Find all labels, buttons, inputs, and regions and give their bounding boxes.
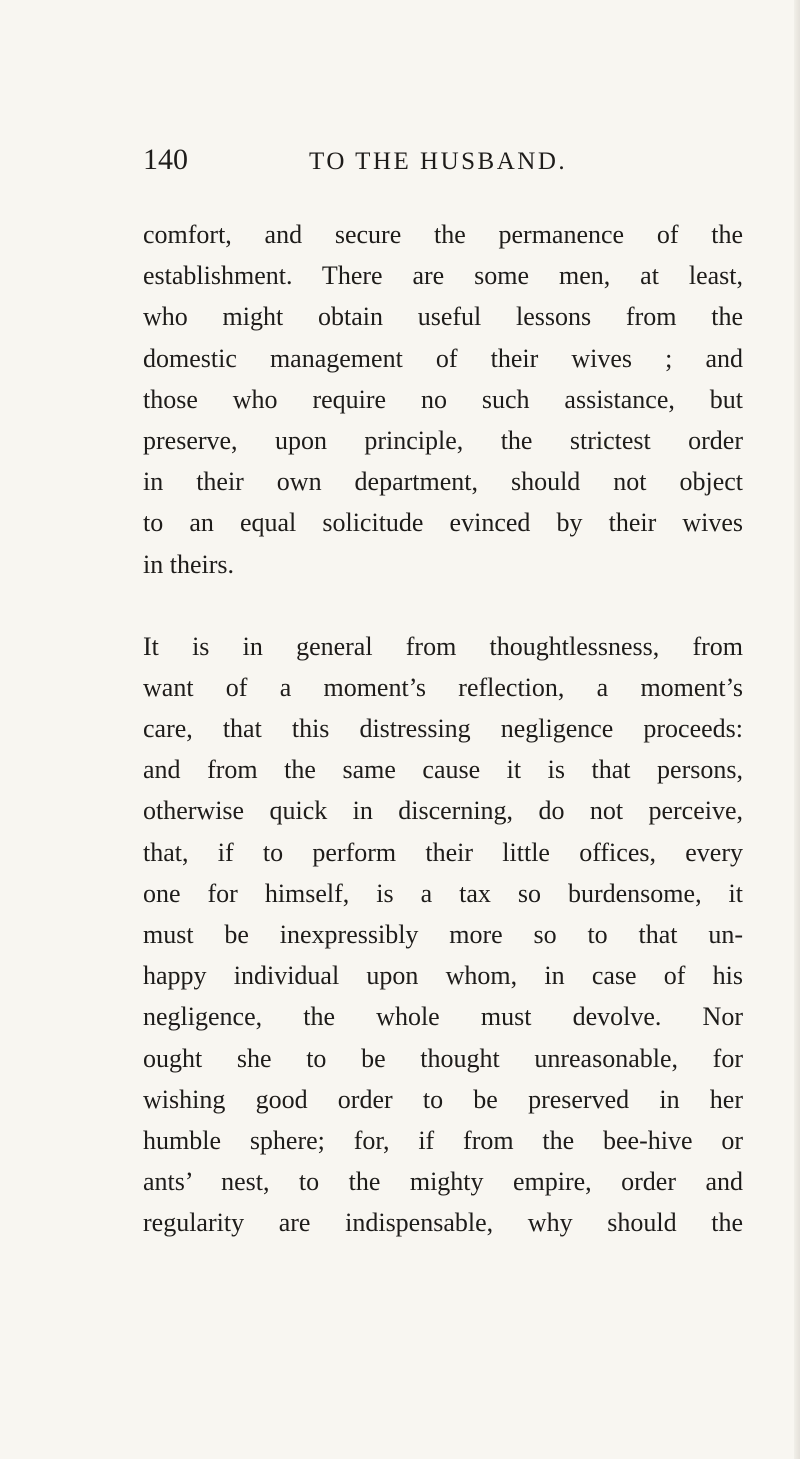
text-line: want of a moment’s reflection, a moment’s <box>143 672 743 702</box>
text-line: to an equal solicitude evinced by their wives <box>143 508 743 538</box>
text-line: who might obtain useful lessons from the <box>143 302 743 332</box>
text-line: preserve, upon principle, the strictest order <box>143 425 743 455</box>
text-line: one for himself, is a tax so burdensome, it <box>143 878 743 908</box>
text-line: ants’ nest, to the mighty empire, order and <box>143 1167 743 1197</box>
text-line: ought she to be thought unreasonable, for <box>143 1043 743 1073</box>
text-line: and from the same cause it is that persons, <box>143 755 743 785</box>
body-text <box>143 214 743 1244</box>
paragraph-2 <box>143 626 743 1244</box>
text-line: care, that this distressing negligence proceeds: <box>143 714 743 744</box>
page-header <box>143 140 743 180</box>
text-line: in their own department, should not object <box>143 467 743 497</box>
text-line: regularity are indispensable, why should the <box>143 1208 743 1238</box>
text-line: negligence, the whole must devolve. Nor <box>143 1002 743 1032</box>
text-line: otherwise quick in discerning, do not perceive, <box>143 796 743 826</box>
text-line: domestic management of their wives ; and <box>143 343 743 373</box>
page-number: 140 <box>143 143 188 176</box>
text-line: It is in general from thoughtlessness, from <box>143 631 743 661</box>
text-line: wishing good order to be preserved in her <box>143 1084 743 1114</box>
page-edge <box>794 0 800 1459</box>
text-line: establishment. There are some men, at least, <box>143 261 743 291</box>
text-line: humble sphere; for, if from the bee-hive or <box>143 1125 743 1155</box>
paragraph-1 <box>143 214 743 585</box>
running-head: TO THE HUSBAND. <box>309 148 568 175</box>
text-line: those who require no such assistance, but <box>143 384 743 414</box>
text-line: that, if to perform their little offices, every <box>143 837 743 867</box>
text-line: happy individual upon whom, in case of his <box>143 961 743 991</box>
text-line: must be inexpressibly more so to that un- <box>143 920 743 949</box>
text-line: comfort, and secure the permanence of the <box>143 220 743 249</box>
text-line: in theirs. <box>143 549 234 579</box>
